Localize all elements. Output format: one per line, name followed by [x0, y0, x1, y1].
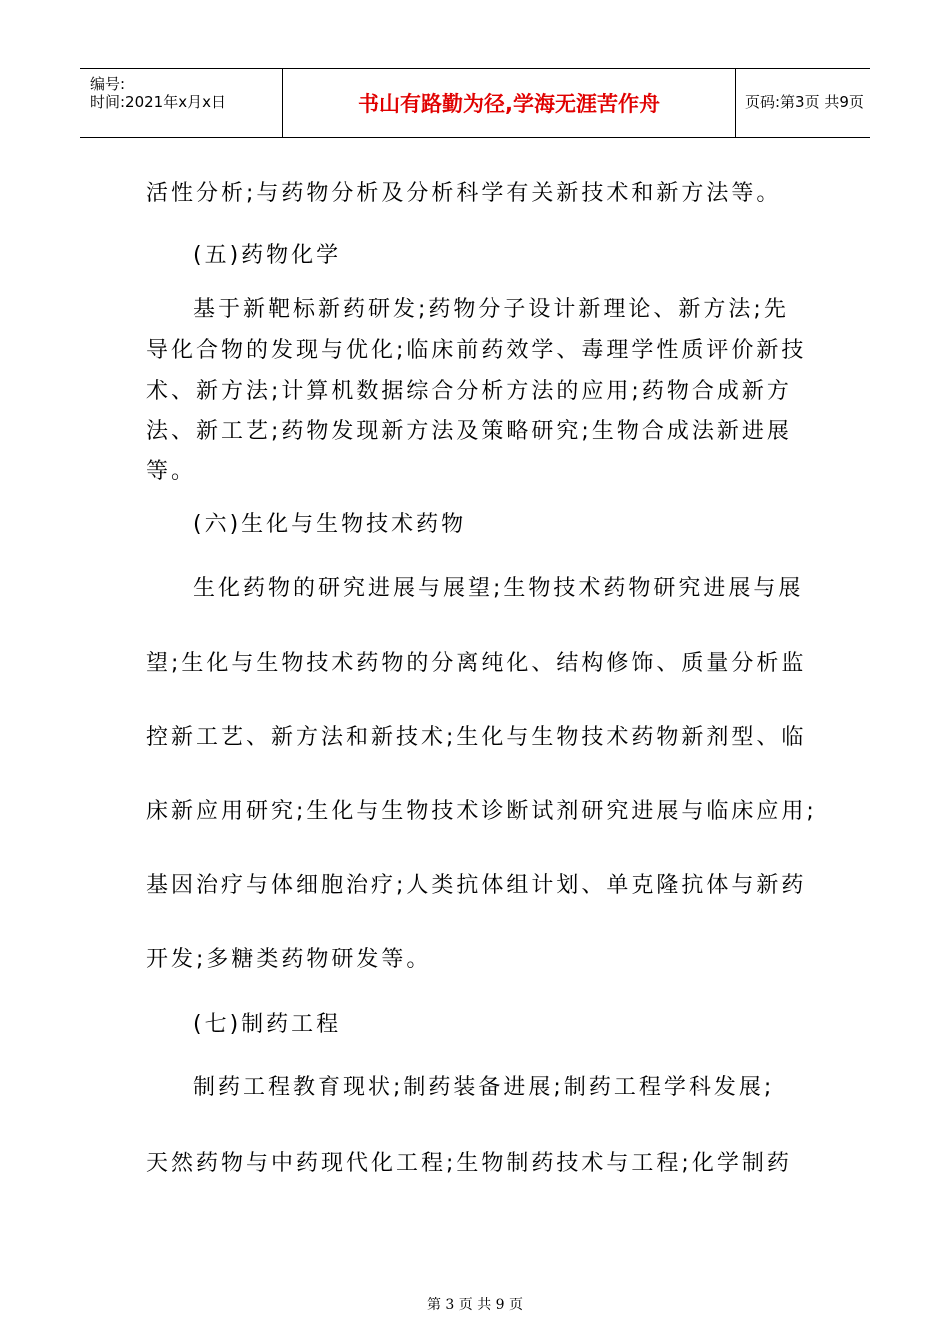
- header-page-number: 页码:第3页 共9页: [745, 93, 864, 111]
- body-line: 导化合物的发现与优化;临床前药效学、毒理学性质评价新技: [146, 338, 807, 363]
- header-page-cell: [735, 69, 870, 137]
- body-line: 制药工程教育现状;制药装备进展;制药工程学科发展;: [193, 1075, 775, 1100]
- header-info-cell: [80, 69, 282, 137]
- page-header: [80, 68, 870, 138]
- body-line: 活性分析;与药物分析及分析科学有关新技术和新方法等。: [146, 181, 782, 206]
- body-line: 床新应用研究;生化与生物技术诊断试剂研究进展与临床应用;: [146, 799, 817, 824]
- body-line: 术、新方法;计算机数据综合分析方法的应用;药物合成新方: [146, 379, 792, 404]
- header-motto: 书山有路勤为径,学海无涯苦作舟: [358, 92, 660, 116]
- section-heading-5: (五)药物化学: [193, 243, 342, 268]
- body-line: 法、新工艺;药物发现新方法及策略研究;生物合成法新进展: [146, 419, 792, 444]
- footer-page-number: 第 3 页 共 9 页: [426, 1297, 524, 1313]
- body-line: 基于新靶标新药研发;药物分子设计新理论、新方法;先: [193, 297, 789, 322]
- section-heading-6: (六)生化与生物技术药物: [193, 512, 467, 537]
- body-line: 等。: [146, 459, 197, 484]
- body-line: 基因治疗与体细胞治疗;人类抗体组计划、单克隆抗体与新药: [146, 873, 807, 898]
- body-line: 生化药物的研究进展与展望;生物技术药物研究进展与展: [193, 576, 804, 601]
- document-code-label: 编号:: [90, 75, 126, 93]
- body-line: 天然药物与中药现代化工程;生物制药技术与工程;化学制药: [146, 1151, 792, 1176]
- body-line: 控新工艺、新方法和新技术;生化与生物技术药物新剂型、临: [146, 725, 807, 750]
- body-line: 开发;多糖类药物研发等。: [146, 947, 432, 972]
- document-time-label: 时间:2021年x月x日: [90, 93, 226, 111]
- body-line: 望;生化与生物技术药物的分离纯化、结构修饰、质量分析监: [146, 651, 807, 676]
- header-motto-cell: [282, 69, 736, 137]
- section-heading-7: (七)制药工程: [193, 1012, 342, 1037]
